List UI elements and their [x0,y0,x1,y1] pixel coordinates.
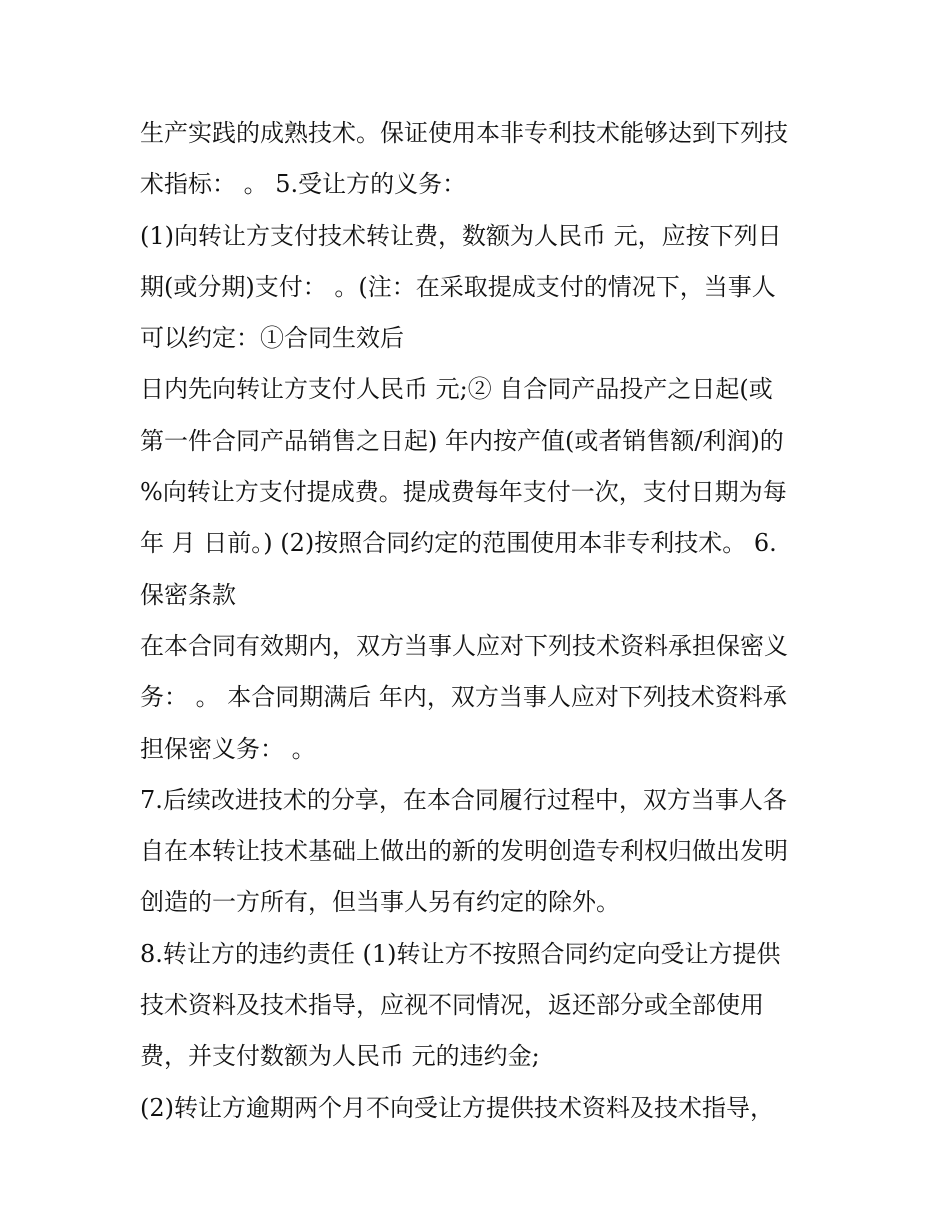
text-line: 日内先向转让方支付人民币 元;② 自合同产品投产之日起(或 [140,375,773,404]
text-line: 生产实践的成熟技术。保证使用本非专利技术能够达到下列技 [140,119,788,147]
text-line: 费，并支付数额为人民币 元的违约金; [140,1042,540,1071]
text-line: 7.后续改进技术的分享，在本合同履行过程中，双方当事人各 [140,785,787,814]
text-line: 可以约定：①合同生效后 [140,324,404,353]
text-line: 8.转让方的违约责任 (1)转让方不按照合同约定向受让方提供 [140,939,781,968]
text-line: (2)转让方逾期两个月不向受让方提供技术资料及技术指导， [140,1093,774,1122]
text-line: (1)向转让方支付技术转让费，数额为人民币 元，应按下列日 [140,221,782,250]
text-line: 在本合同有效期内，双方当事人应对下列技术资料承担保密义 [140,631,788,660]
text-line: 自在本转让技术基础上做出的新的发明创造专利权归做出发明 [140,837,788,866]
text-line: 年 月 日前。) (2)按照合同约定的范围使用本非专利技术。 6. [140,529,777,558]
text-line: %向转让方支付提成费。提成费每年支付一次，支付日期为每 [140,478,787,507]
text-line: 术指标： 。 5.受让方的义务： [140,170,467,199]
text-line: 技术资料及技术指导，应视不同情况，返还部分或全部使用 [140,991,764,1020]
text-line: 期(或分期)支付： 。(注：在采取提成支付的情况下，当事人 [140,272,776,301]
text-line: 担保密义务： 。 [140,734,316,763]
text-line: 保密条款 [140,580,236,609]
text-line: 创造的一方所有，但当事人另有约定的除外。 [140,888,620,917]
text-line: 第一件合同产品销售之日起) 年内按产值(或者销售额/利润)的 [140,426,784,455]
document-body [140,108,820,1134]
text-line: 务： 。 本合同期满后 年内，双方当事人应对下列技术资料承 [140,683,787,712]
